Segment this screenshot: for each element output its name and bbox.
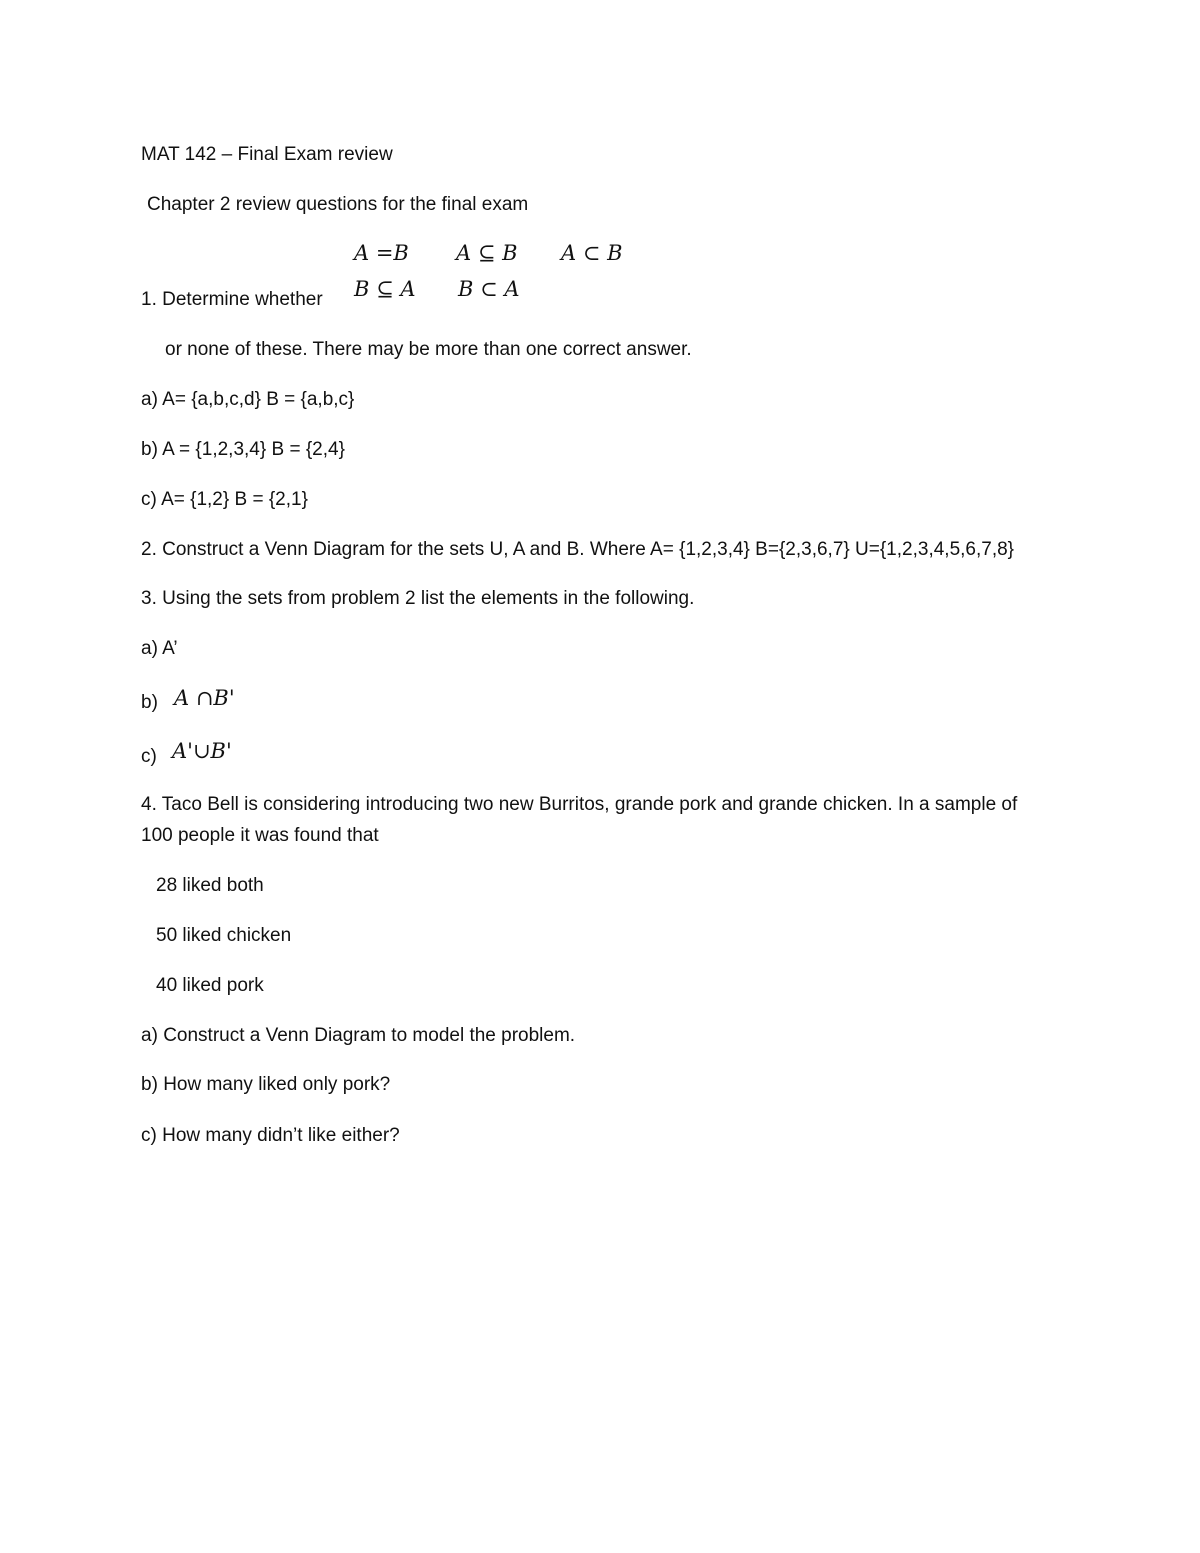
q1-number: 1. <box>141 289 157 310</box>
q1-prompt <box>141 288 323 312</box>
q1-continuation: or none of these. There may be more than one correct answer. <box>165 339 692 360</box>
q1-part-a-text: A= {a,b,c,d} B = {a,b,c} <box>162 389 355 410</box>
q3-number: 3. <box>141 588 157 609</box>
q4-fact-both: 28 liked both <box>156 875 264 896</box>
q1-part-a-label: a) <box>141 389 158 410</box>
q4-part-b-text: How many liked only pork? <box>163 1074 391 1095</box>
q1-part-c-text: A= {1,2} B = {2,1} <box>161 489 308 510</box>
q3-part-b-expr: A ∩B' <box>174 686 235 710</box>
q3-part-a <box>141 637 178 661</box>
q4-number: 4. <box>141 794 157 815</box>
q3-part-b-label: b) <box>141 692 158 713</box>
q3-text: Using the sets from problem 2 list the elements in the following. <box>162 588 695 609</box>
q4-part-a-text: Construct a Venn Diagram to model the problem. <box>163 1025 576 1046</box>
q2 <box>141 538 1014 562</box>
q2-number: 2. <box>141 539 157 560</box>
q3-part-c-label: c) <box>141 746 157 767</box>
q1-prompt-text: Determine whether <box>162 289 323 310</box>
q3-part-c-expr: A'∪B' <box>172 739 232 763</box>
relation-a-equals-b: A =B <box>354 241 409 265</box>
q4-part-a <box>141 1024 575 1048</box>
document-title: MAT 142 – Final Exam review <box>141 144 393 165</box>
q4-part-c-text: How many didn’t like either? <box>162 1125 400 1146</box>
q4-part-c <box>141 1124 400 1148</box>
q4-part-b <box>141 1073 390 1097</box>
q1-part-b <box>141 438 345 462</box>
q2-text: Construct a Venn Diagram for the sets U, A and B. Where A= {1,2,3,4} B={2,3,6,7} U={1,2,3,4,5,6,7,8} <box>162 539 1015 560</box>
q4-fact-chicken: 50 liked chicken <box>156 925 292 946</box>
q1-part-c <box>141 488 308 512</box>
q4-part-c-label: c) <box>141 1125 157 1146</box>
relation-a-subseteq-b: A ⊆ B <box>456 241 518 265</box>
q4-line1 <box>141 793 1017 817</box>
q4-line2: 100 people it was found that <box>141 825 379 846</box>
q1-part-b-text: A = {1,2,3,4} B = {2,4} <box>162 439 345 460</box>
q4-text-line1: Taco Bell is considering introducing two new Burritos, grande pork and grande chicken. In a sample of <box>161 794 1018 815</box>
q3-part-a-label: a) <box>141 638 158 659</box>
q1-part-c-label: c) <box>141 489 157 510</box>
q3-part-a-text: A’ <box>162 638 178 659</box>
q1-part-a <box>141 388 354 412</box>
relation-b-subseteq-a: B ⊆ A <box>354 277 416 301</box>
q4-fact-pork: 40 liked pork <box>156 975 264 996</box>
q3 <box>141 587 694 611</box>
q4-part-a-label: a) <box>141 1025 158 1046</box>
q4-part-b-label: b) <box>141 1074 158 1095</box>
relation-b-subset-a: B ⊂ A <box>458 277 520 301</box>
relation-a-subset-b: A ⊂ B <box>561 241 623 265</box>
document-subtitle: Chapter 2 review questions for the final exam <box>147 194 529 215</box>
q1-part-b-label: b) <box>141 439 158 460</box>
